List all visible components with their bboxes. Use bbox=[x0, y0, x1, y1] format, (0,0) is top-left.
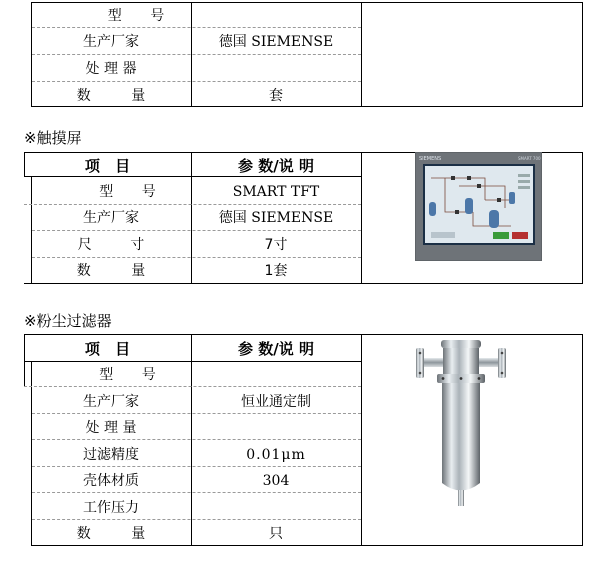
row-label-quantity: 数 量 bbox=[76, 263, 146, 279]
row-label-size: 尺 寸 bbox=[77, 237, 145, 253]
row-label-processor: 处 理 器 bbox=[85, 61, 137, 77]
header-item: 项 目 bbox=[84, 157, 131, 175]
touchscreen-image bbox=[415, 152, 542, 261]
row-value-manufacturer: 恒业通定制 bbox=[241, 394, 311, 410]
row-label-model: 型 号 bbox=[99, 367, 156, 383]
row-label-manufacturer: 生产厂家 bbox=[83, 210, 139, 226]
row-label-working-pressure: 工作压力 bbox=[83, 500, 139, 516]
header-item: 项 目 bbox=[84, 340, 131, 358]
dust-filter-image bbox=[411, 340, 511, 510]
row-value-quantity: 只 bbox=[269, 526, 283, 542]
stainless-filter-icon bbox=[411, 340, 511, 510]
row-value-shell-material: 304 bbox=[262, 473, 290, 489]
header-param: 参 数/说 明 bbox=[238, 157, 314, 175]
hmi-panel-icon bbox=[415, 152, 542, 261]
row-label-model: 型 号 bbox=[107, 8, 165, 24]
row-label-manufacturer: 生产厂家 bbox=[83, 34, 139, 50]
row-label-filter-precision: 过滤精度 bbox=[83, 447, 139, 463]
row-label-manufacturer: 生产厂家 bbox=[83, 394, 139, 410]
row-label-model: 型 号 bbox=[99, 184, 156, 200]
row-label-shell-material: 壳体材质 bbox=[83, 473, 139, 489]
section-title-touchscreen: ※触摸屏 bbox=[24, 129, 82, 147]
row-value-manufacturer: 德国 SIEMENSE bbox=[218, 34, 334, 50]
row-value-manufacturer: 德国 SIEMENSE bbox=[218, 210, 334, 226]
row-value-filter-precision: 0.01μm bbox=[246, 447, 306, 463]
header-param: 参 数/说 明 bbox=[238, 340, 314, 358]
row-label-quantity: 数 量 bbox=[76, 526, 146, 542]
row-value-model: SMART TFT bbox=[232, 184, 320, 200]
section-title-dust-filter: ※粉尘过滤器 bbox=[24, 312, 112, 330]
row-value-quantity: 1套 bbox=[264, 263, 288, 279]
row-label-capacity: 处 理 量 bbox=[85, 420, 137, 436]
row-value-quantity: 套 bbox=[269, 88, 283, 104]
row-label-quantity: 数 量 bbox=[76, 88, 146, 104]
row-value-size: 7寸 bbox=[264, 237, 288, 253]
model-text: SMART 700 bbox=[518, 156, 541, 161]
brand-text: SIEMENS bbox=[419, 156, 442, 162]
